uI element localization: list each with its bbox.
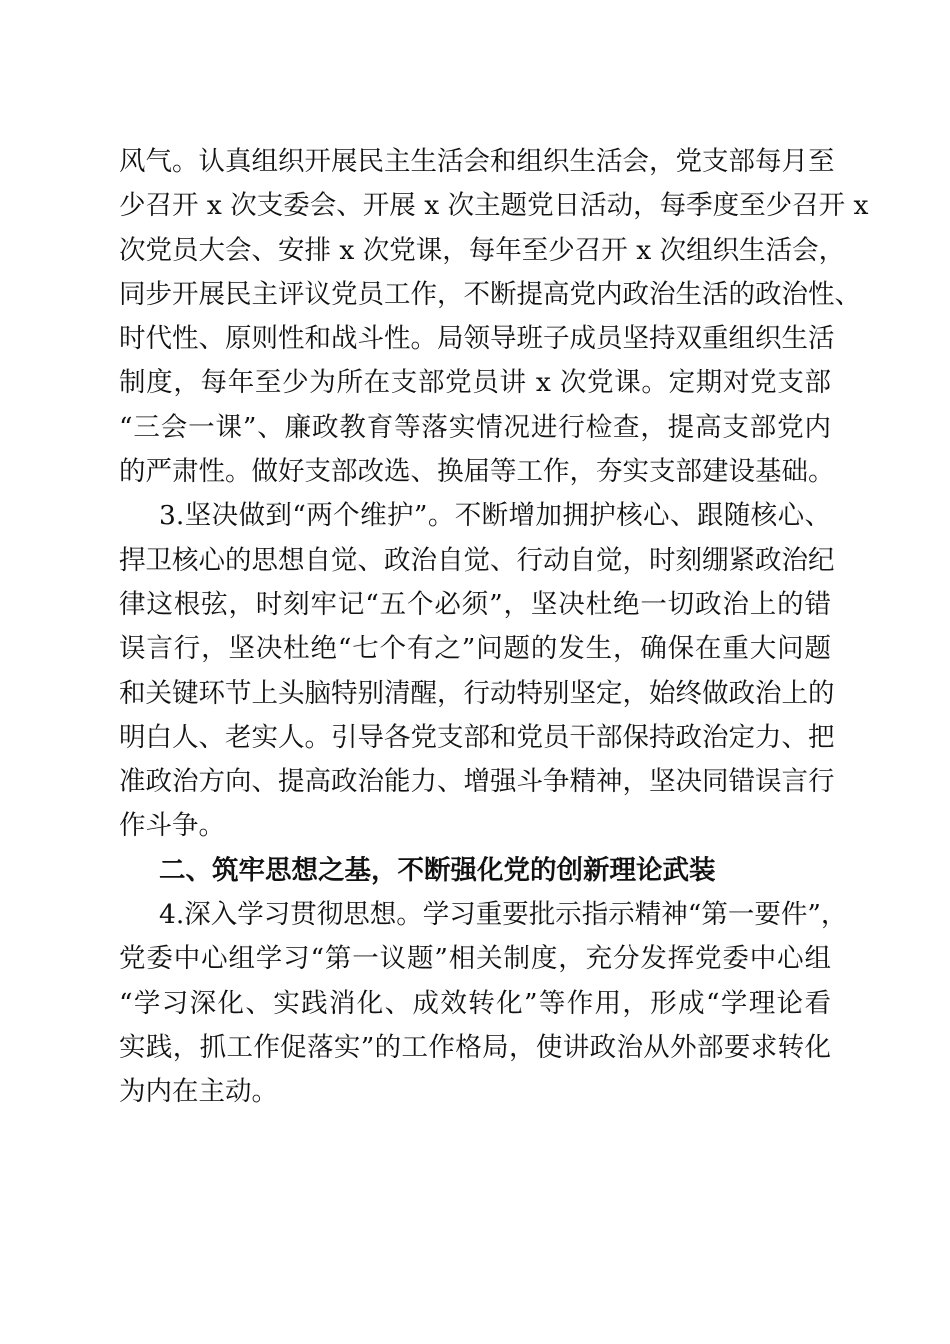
paragraph (119, 140, 869, 494)
text-line: 准政治方向、提高政治能力、增强斗争精神，坚决同错误言行 (119, 766, 835, 798)
text-line: 作斗争。 (119, 810, 225, 842)
paragraph (119, 893, 848, 1114)
text-line: 同步开展民主评议党员工作，不断提高党内政治生活的政治性、 (119, 278, 861, 310)
text-line: 党委中心组学习“第一议题”相关制度，充分发挥党委中心组 (119, 943, 831, 975)
text-line: 次党员大会、安排 x 次党课，每年至少召开 x 次组织生活会， (119, 234, 846, 266)
document-body (119, 140, 869, 1115)
text-line: 为内在主动。 (119, 1076, 278, 1108)
text-line: 误言行，坚决杜绝“七个有之”问题的发生，确保在重大问题 (119, 633, 831, 665)
heading-text: 二、筑牢思想之基，不断强化党的创新理论武装 (159, 854, 716, 886)
text-line: 制度，每年至少为所在支部党员讲 x 次党课。定期对党支部 (119, 367, 831, 399)
text-line: 4.深入学习贯彻思想。学习重要批示指示精神“第一要件”， (159, 899, 848, 931)
section-heading (119, 849, 831, 893)
text-line: “学习深化、实践消化、成效转化”等作用，形成“学理论看 (119, 987, 831, 1019)
paragraph (119, 494, 835, 848)
text-line: 律这根弦，时刻牢记“五个必须”，坚决杜绝一切政治上的错 (119, 588, 831, 620)
text-line: 和关键环节上头脑特别清醒，行动特别坚定，始终做政治上的 (119, 677, 835, 709)
text-line: 少召开 x 次支委会、开展 x 次主题党日活动，每季度至少召开 x (119, 190, 869, 222)
text-line: 风气。认真组织开展民主生活会和组织生活会，党支部每月至 (119, 146, 835, 177)
text-line: 时代性、原则性和战斗性。局领导班子成员坚持双重组织生活 (119, 323, 835, 355)
text-line: “三会一课”、廉政教育等落实情况进行检查，提高支部党内 (119, 411, 831, 443)
text-line: 明白人、老实人。引导各党支部和党员干部保持政治定力、把 (119, 721, 835, 753)
text-line: 实践，抓工作促落实”的工作格局，使讲政治从外部要求转化 (119, 1031, 831, 1063)
text-line: 捍卫核心的思想自觉、政治自觉、行动自觉，时刻绷紧政治纪 (119, 544, 835, 576)
text-line: 3.坚决做到“两个维护”。不断增加拥护核心、跟随核心、 (159, 500, 831, 532)
text-line: 的严肃性。做好支部改选、换届等工作，夯实支部建设基础。 (119, 456, 835, 488)
